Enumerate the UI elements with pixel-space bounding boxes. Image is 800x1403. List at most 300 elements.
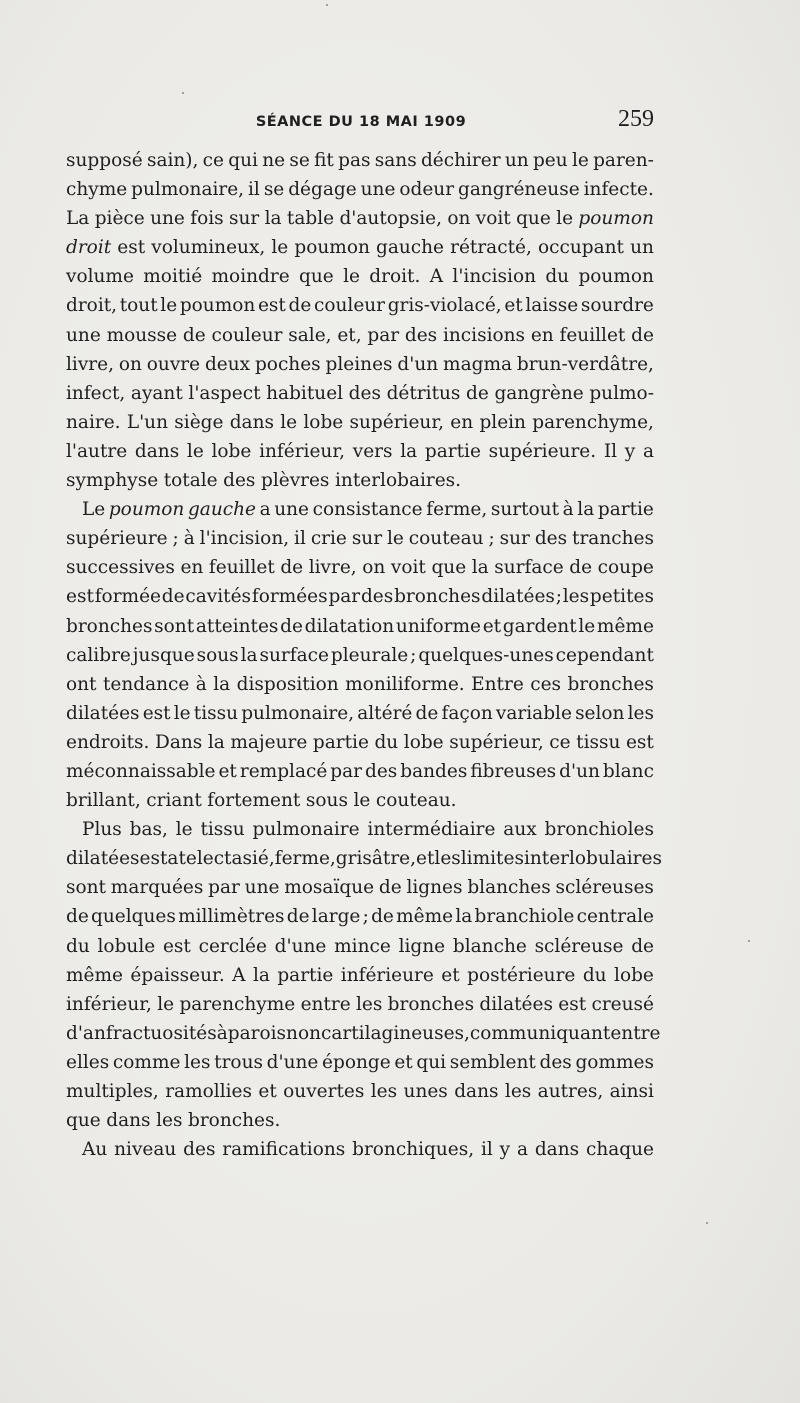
word: est [257,295,286,317]
word: volumineux, [151,237,266,259]
word: se [289,150,310,171]
word: d'une [266,1051,319,1073]
word: dilatation [304,615,395,637]
text-line [66,670,654,699]
word: aux [503,819,537,841]
word: de [286,906,310,928]
word: partie [424,440,481,462]
word: de [161,586,185,608]
word: branchiole [474,906,575,928]
word: peu [532,150,568,171]
word: Dans [154,731,203,753]
word: occupant [537,237,624,259]
word: à [195,673,207,695]
word: le [353,790,371,812]
word: sourdre [580,295,654,317]
word: endroits. [66,731,150,753]
word: voit [475,208,511,230]
text-line [66,437,654,466]
word: autres, [537,1081,604,1102]
word: ; [172,528,179,550]
word: pulmo- [589,382,654,404]
word: la [264,208,282,230]
word: la [252,964,270,986]
word: semblent [449,1051,536,1073]
word: en [450,411,474,433]
word: large [311,906,361,928]
word: sans [374,150,417,171]
word: brillant, [66,790,141,812]
text-line [66,408,654,437]
word: chyme [66,179,128,201]
word: d'un [397,353,439,375]
word: L'un [126,411,169,433]
word: supposé [66,150,143,171]
word: pulmonaire, [241,702,355,724]
word: tissu [200,819,245,841]
word: pièce [94,208,145,230]
text-line [66,902,654,931]
word: a [642,440,654,462]
text-line [66,379,654,408]
word: le [280,411,298,433]
word: bronches [66,615,153,637]
word: supérieure. [488,440,597,462]
word: de [280,557,304,579]
word: des [223,470,256,492]
word: couleur [313,295,386,317]
word: de [66,906,89,928]
word: sur [228,208,260,230]
word: des [360,586,394,608]
word: et, [337,324,362,346]
word: tendance [102,673,190,695]
word: jusque [132,644,195,666]
word: ouvre [146,353,201,375]
word: est [625,731,654,753]
word: entre [610,1022,661,1044]
word: feuillet [559,324,626,346]
word: lobe [303,411,344,433]
word: pleurale [330,644,409,666]
word: le [157,993,175,1015]
word: le [160,295,178,317]
word: une [150,208,185,230]
word: crie [310,528,347,550]
word: qui [228,150,258,171]
word: déchirer [420,150,501,171]
word: que [516,208,551,230]
word: par [208,877,240,899]
word: dans [229,411,274,433]
text-line [66,233,654,262]
word: Entre [471,673,524,695]
word: infecte. [583,179,654,201]
word: bronchiques, [352,1139,475,1161]
word: en [530,324,554,346]
word: cavités [185,586,252,608]
word: totale [163,470,218,492]
page-header [66,106,656,134]
text-line [66,757,654,786]
word: magma [443,353,513,375]
word: partie [277,964,334,986]
word: partie [597,499,654,521]
word: droit, [66,295,118,317]
text-line [66,582,654,611]
word: le [271,237,289,259]
word: les [504,1081,532,1102]
word: chaque [585,1139,654,1161]
word: quelques [91,906,176,928]
word: il [248,179,260,201]
word: intermédiaire [367,819,496,841]
word: dégage [288,179,357,201]
word: de [280,615,303,637]
word: fibreuses [470,760,557,782]
text-line [66,291,654,320]
word: plein [479,411,526,433]
word: des [348,382,381,404]
word: l'incision, [199,528,290,550]
word: y [499,1139,511,1161]
word: on [447,208,471,230]
word: dans [106,1110,151,1132]
word: blanche [452,935,527,957]
word: poches [254,353,321,375]
paper-speck [706,1222,708,1224]
word: lignes [406,877,463,899]
word: dilatées [481,586,555,608]
word: blanches [467,877,551,899]
word: qui [416,1051,447,1073]
word: gardent [502,615,577,637]
word: disposition [236,673,339,695]
word: inférieure [340,964,434,986]
word: ces [530,673,562,695]
word: de [182,324,206,346]
word: ramollies [165,1081,252,1102]
text-line [66,553,654,582]
word: siège [174,411,224,433]
word: brun-verdâtre, [516,353,654,375]
word: selon [575,702,625,724]
word: non [286,1022,321,1044]
text-line [66,1135,654,1164]
word: on [118,353,142,375]
body-text [66,146,662,1164]
word: l'autre [66,440,128,462]
word: atelectasié,ferme,grisâtre, [167,848,417,870]
word: l'incision [452,266,536,288]
word: bronches. [188,1110,281,1132]
word: même [66,964,123,986]
word: ligne [398,935,446,957]
word: la [400,440,418,462]
word: scléreuses [555,877,654,899]
word: laisse [525,295,579,317]
word: ce [549,731,571,753]
word: pleines [325,353,393,375]
text-line [66,961,654,990]
word: de [415,702,439,724]
text-line [66,1106,654,1135]
word: l'aspect [188,382,261,404]
word: ; [555,586,562,608]
word: supérieur, [449,731,544,753]
word: des [534,528,568,550]
word: tout [119,295,158,317]
word: et [482,615,502,637]
word: les [627,702,654,724]
word: un [504,150,529,171]
word: gangrène [494,382,584,404]
word: que [431,557,467,579]
word: du [374,731,399,753]
word: supérieur, [349,411,445,433]
italic-word: poumon [108,499,185,521]
word: dilatées [479,993,553,1015]
paper-speck [182,92,184,94]
word: table [286,208,335,230]
word: Il [603,440,618,462]
word: épaisseur. [130,964,225,986]
text-line [66,990,654,1019]
word: A [232,964,246,986]
paper-speck [748,940,750,942]
word: trous [214,1051,263,1073]
word: dans [534,1139,580,1161]
word: à [562,499,574,521]
word: il [294,528,306,550]
word: même [396,906,454,928]
italic-word: droit [66,237,112,259]
word: postérieure [467,964,576,986]
italic-word: poumon [578,208,654,230]
word: poumon [179,295,256,317]
word: surtout [490,499,560,521]
word: partie [312,731,369,753]
word: bronchioles [544,819,654,841]
word: couleur [211,324,283,346]
text-line [66,204,654,233]
word: des [364,760,398,782]
word: une [244,877,280,899]
word: le [186,440,204,462]
word: que [299,266,334,288]
word: de [631,935,654,957]
word: parenchyme [179,993,296,1015]
word: tissu [576,731,621,753]
word: les [156,1110,183,1132]
word: couteau [408,528,484,550]
word: ; [488,528,495,550]
word: par [330,760,362,782]
word: d'une [274,935,327,957]
word: une [66,324,101,346]
word: ; [410,644,417,666]
word: des [404,324,438,346]
word: feuillet [208,557,275,579]
word: elles [66,1051,110,1073]
word: cerclée [198,935,267,957]
word: d'anfractuosités [66,1022,217,1044]
word: la [207,731,225,753]
word: dans [454,1081,499,1102]
word: méconnaissable [66,760,216,782]
text-line [66,699,654,728]
word: à [216,1022,228,1044]
word: voit [390,557,426,579]
word: est [142,702,171,724]
word: une [274,499,309,521]
word: sale, [288,324,332,346]
word: scléreuse [534,935,624,957]
word: sous [196,644,239,666]
word: gauche [375,237,444,259]
word: moitié [143,266,203,288]
word: formées [251,586,328,608]
word: des [183,1139,216,1161]
word: ramifications [222,1139,346,1161]
text-line [66,524,654,553]
text-line [66,641,654,670]
word: de [631,324,654,346]
word: est [117,237,146,259]
word: il [480,1139,493,1161]
word: moniliforme. [345,673,465,695]
text-line [66,612,654,641]
word: quelques-unes [418,644,554,666]
word: mosaïque [284,877,375,899]
word: tranches [572,528,654,550]
word: droit. [369,266,421,288]
word: vers [352,440,393,462]
word: ainsi [609,1081,654,1102]
word: et [504,295,523,317]
word: les [184,1051,211,1073]
word: criant [146,790,202,812]
text-line [66,495,654,524]
word: paren- [593,150,654,171]
word: une [360,179,396,201]
word: bronches [567,673,654,695]
word: fit [314,150,334,171]
word: moindre [211,266,290,288]
word: pulmonaire, [131,179,245,201]
text-line [66,262,654,291]
word: entre [300,993,351,1015]
word: est [558,993,587,1015]
word: ayant [130,382,183,404]
word: d'autopsie, [339,208,442,230]
word: sont [154,615,195,637]
word: par [328,586,361,608]
word: volume [66,266,134,288]
word: fortement [207,790,301,812]
word: sous [305,790,348,812]
word: formée [94,586,161,608]
word: se [263,179,285,201]
word: dans [134,440,180,462]
word: lobe [614,964,654,986]
text-line [66,815,654,844]
word: petites [589,586,654,608]
text-line [66,1019,661,1048]
paper-speck [326,4,328,6]
word: odeur [399,179,455,201]
page-number: 259 [618,106,654,132]
word: successives [66,557,175,579]
word: majeure [230,731,308,753]
word: façon [441,702,493,724]
word: le [571,150,589,171]
word: que [66,1110,101,1132]
word: fois [190,208,224,230]
word: mince [334,935,391,957]
word: sur [499,528,530,550]
word: lobe [211,440,252,462]
word: de [371,906,394,928]
word: ferme, [426,499,488,521]
word: des [539,1051,572,1073]
word: rétracté, [450,237,532,259]
word: plèvres [260,470,330,492]
word: du [545,266,570,288]
word: centrale [576,906,654,928]
word: de [288,295,312,317]
word: la [213,673,231,695]
word: livre, [308,557,357,579]
word: poumon [294,237,370,259]
word: sain), [146,150,199,171]
word: coupe [597,557,654,579]
word: est [139,848,168,870]
word: les [370,1081,398,1102]
word: les [434,848,461,870]
word: sur [351,528,383,550]
word: cependant [555,644,654,666]
text-line [66,844,662,873]
word: a [259,499,271,521]
word: bronches [394,586,481,608]
word: ce [202,150,224,171]
word: unes [403,1081,448,1102]
word: inférieur, [66,993,152,1015]
word: incisions [442,324,526,346]
word: est [162,935,191,957]
word: gommes [575,1051,654,1073]
text-line [66,786,654,815]
word: la [240,644,258,666]
word: par [367,324,400,346]
word: est [66,586,94,608]
word: atteintes [195,615,279,637]
text-line [66,1048,654,1077]
word: niveau [114,1139,177,1161]
word: interlobaires. [334,470,462,492]
word: lobe [403,731,444,753]
word: habituel [266,382,344,404]
word: Plus [82,819,122,841]
word: à [183,528,195,550]
word: dilatées [66,702,140,724]
word: et [258,1081,277,1102]
word: du [582,964,607,986]
word: on [362,557,386,579]
word: le [556,208,574,230]
word: le [578,615,596,637]
